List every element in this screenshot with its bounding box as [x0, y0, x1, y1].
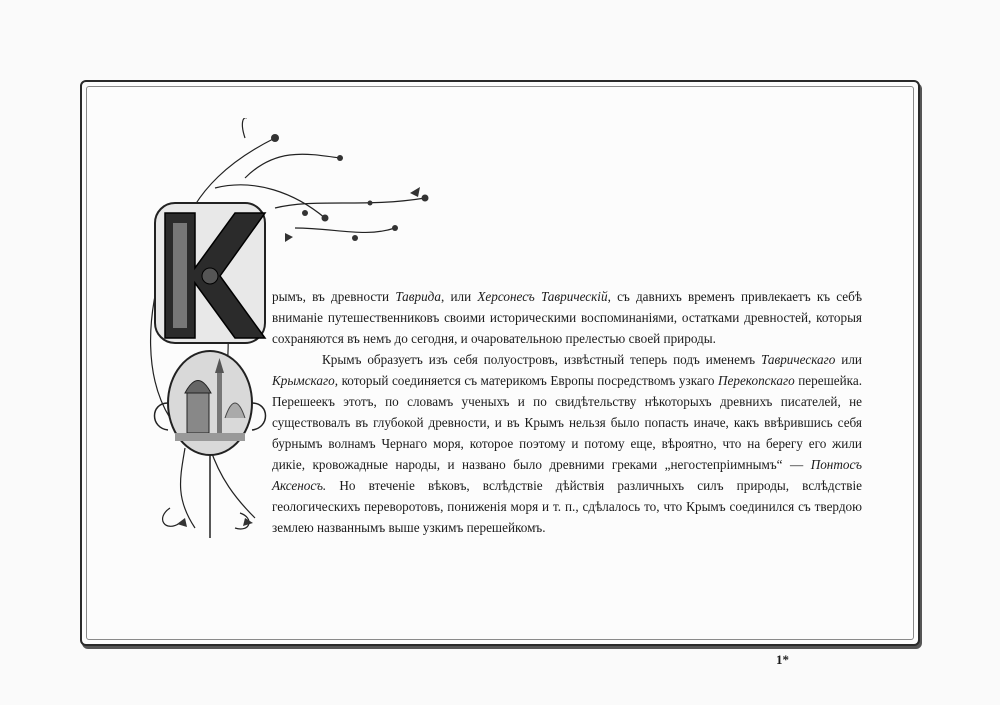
- paragraph-2-italic-3: Перекопскаго: [717, 373, 795, 388]
- drop-cap-letter-k: [155, 203, 265, 343]
- paragraph-2-text-1: Крымъ образуетъ изъ себя полуостровъ, извѣстный теперь подъ именемъ: [322, 352, 762, 367]
- paragraph-1-text-1: рымъ, въ древности: [272, 289, 396, 304]
- paragraph-2-text-3: , который соединяется съ материкомъ Европы посредствомъ узкаго: [334, 373, 718, 388]
- paragraph-2-italic-1: Таврическаго: [761, 352, 836, 367]
- paragraph-1-text-3: , съ давнихъ временъ привлекаетъ къ себѣ вниманіе путешественниковъ своими историческими воспоминаніями, остатками древностей, которыя сохраняются въ немъ до сегодня, и очаровательною прелестью своей природы.: [272, 289, 863, 346]
- paragraph-2-text-2: или: [835, 352, 862, 367]
- paragraph-2-text-4: перешейка. Перешеекъ этотъ, по словамъ ученыхъ и по свидѣтельству нѣкоторыхъ древнихъ писателей, не существовалъ въ глубокой древности, и въ Крымъ нельзя было попасть иначе, какъ ввѣрившись себя бурнымъ волнамъ Чернаго моря, которое поэтому и потому еще, вѣроятно, что на берегу его жили дикіе, кровожадные народы, и названо было древними греками „негостепріимнымъ“ —: [272, 373, 863, 472]
- paragraph-2: [272, 349, 862, 538]
- page-number: 1*: [776, 652, 789, 667]
- paragraph-1-italic-2: Херсонесъ Таврическій: [477, 289, 608, 304]
- paragraph-1: [272, 286, 862, 349]
- paragraph-2-italic-2: Крымскаго: [272, 373, 335, 388]
- paragraph-1-text-2: , или: [440, 289, 478, 304]
- vignette-mosque-landscape: [168, 351, 252, 455]
- paragraph-2-italic-4: Понтосъ Аксеносъ.: [272, 457, 862, 493]
- paragraph-2-text-5: Но втеченіе вѣковъ, вслѣдствіе дѣйствія различныхъ силъ природы, вслѣдствіе геологическихъ переворотовъ, пониженія моря и т. п., сдѣлалось то, что Крымъ соединился съ твердою землею названнымъ выше узкимъ перешейкомъ.: [272, 478, 862, 535]
- paragraph-1-italic-1: Таврида: [395, 289, 441, 304]
- body-text: [272, 286, 862, 538]
